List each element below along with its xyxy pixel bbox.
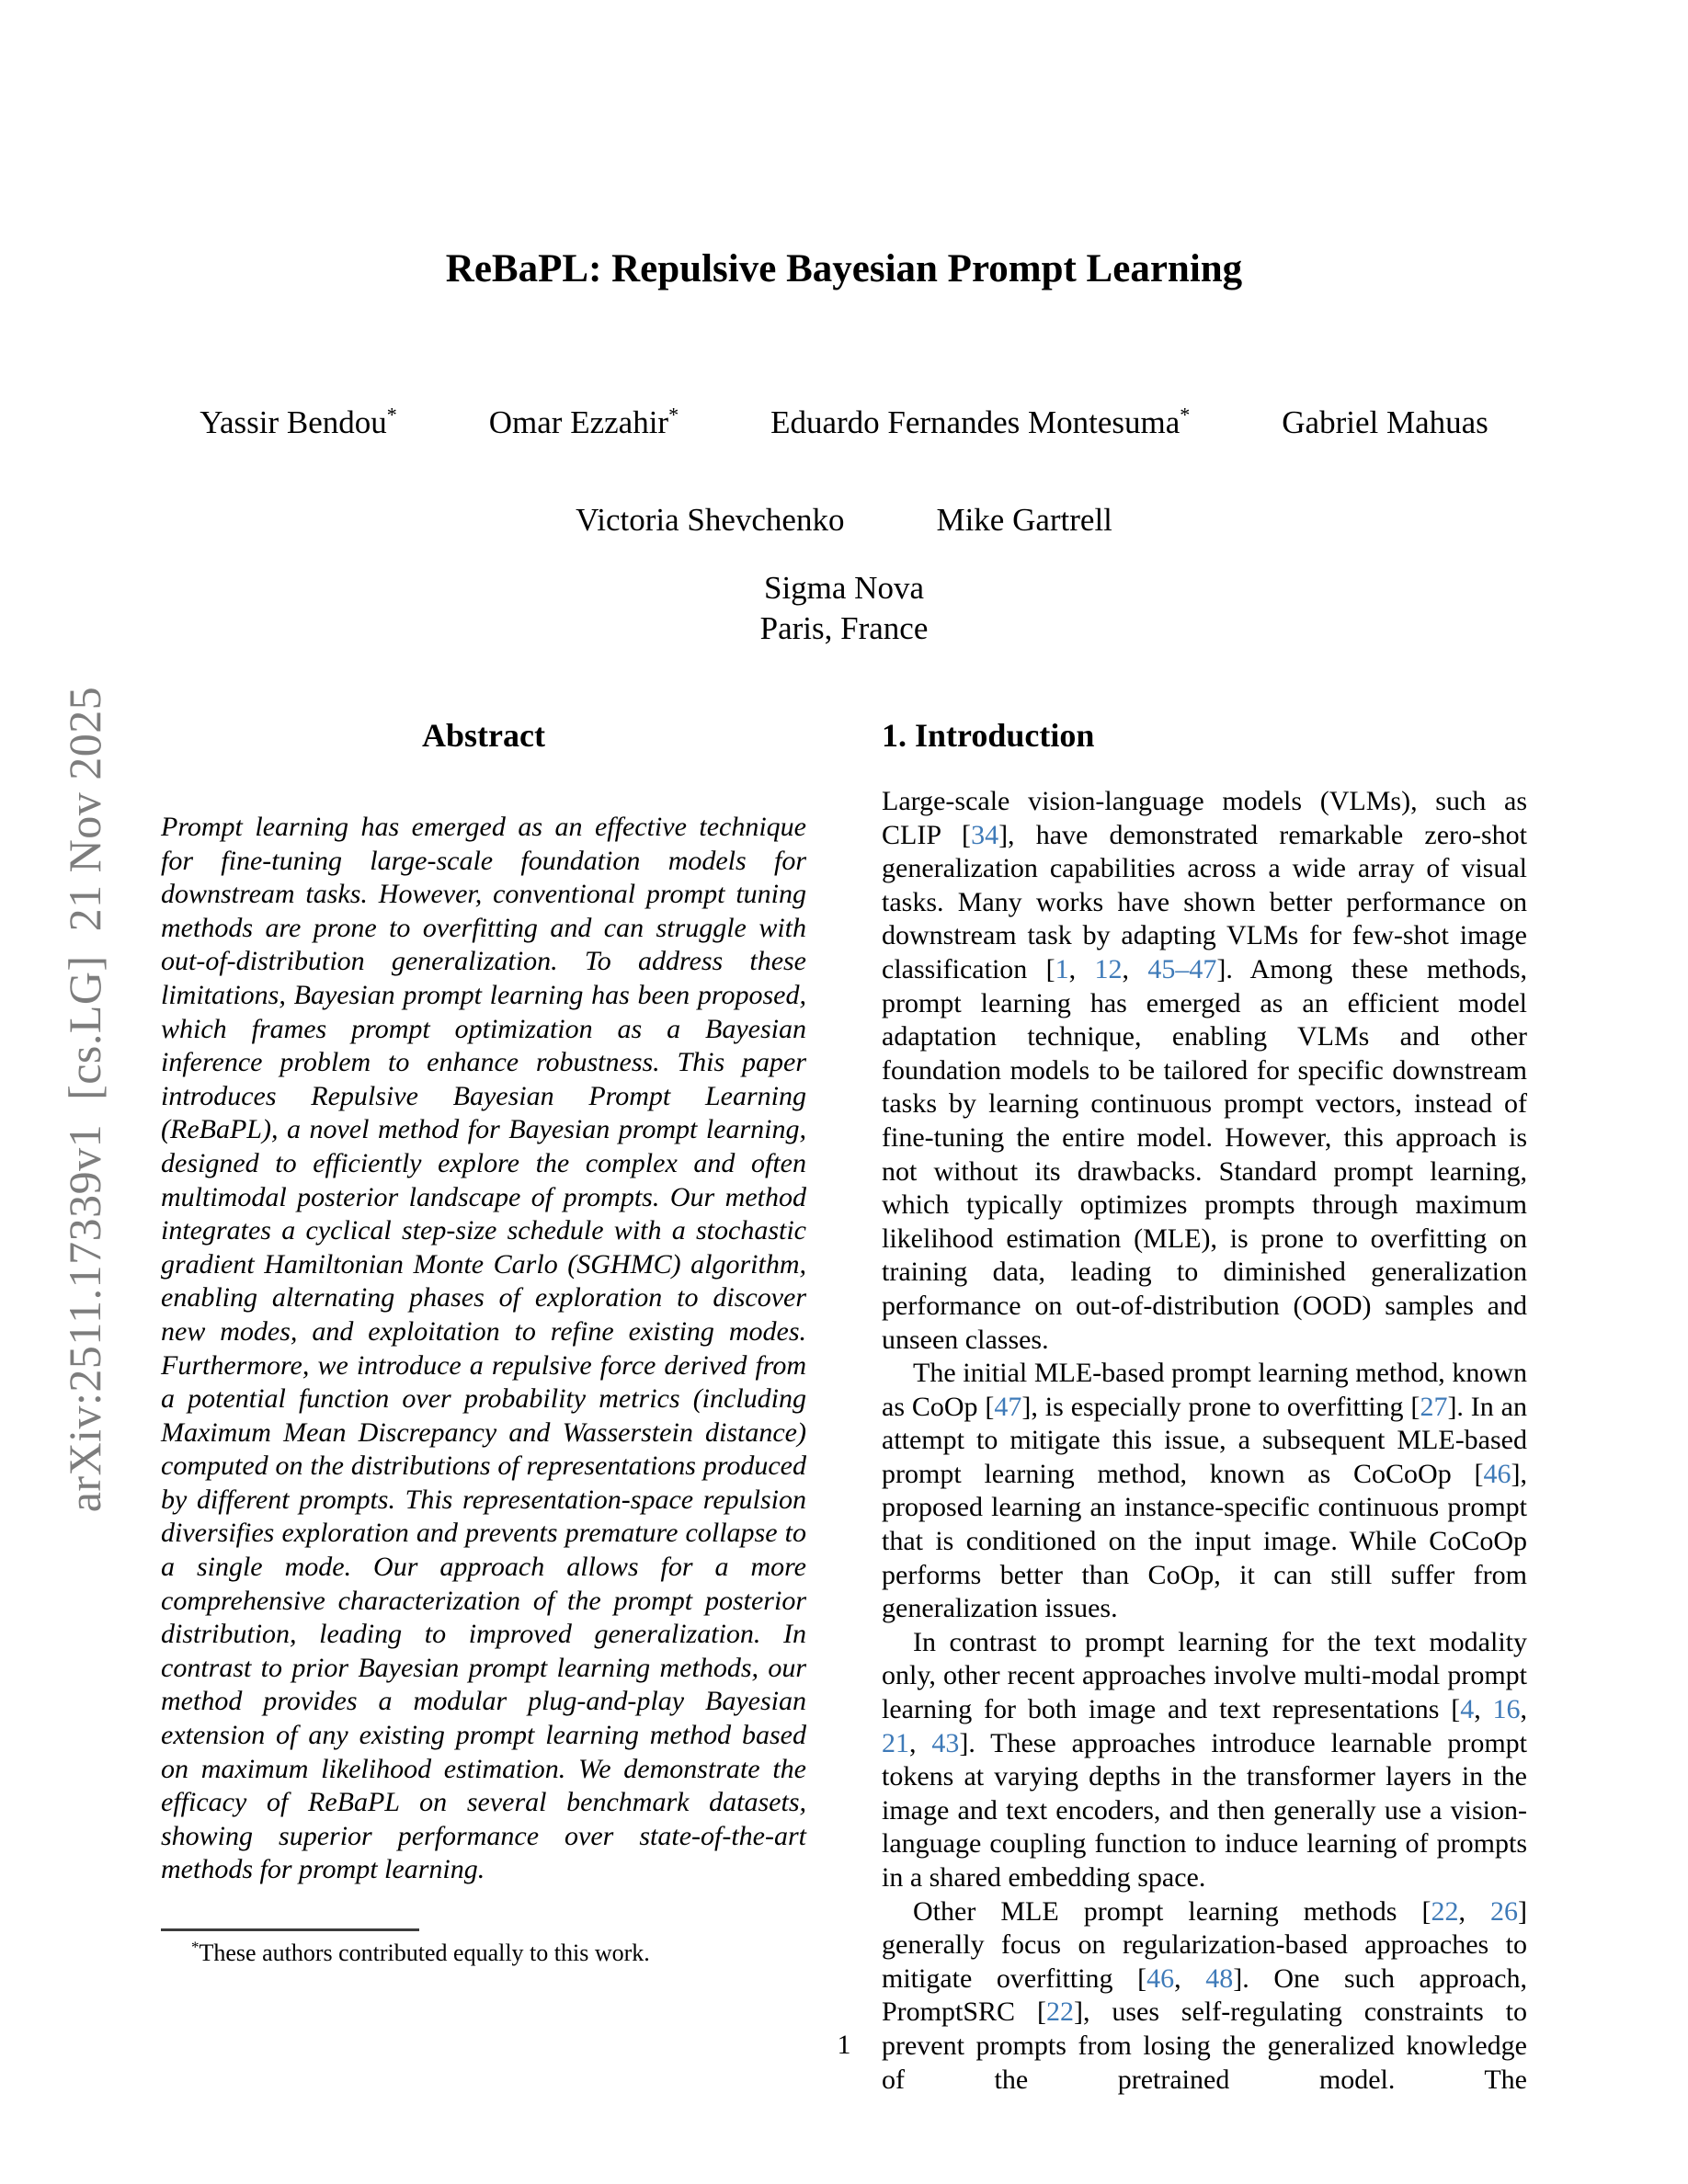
intro-paragraph-2: [882, 1357, 1527, 1626]
text-run: ]. Among these methods, prompt learning has emerged as an efficient model adaptation technique, enabling VLMs and other foundation models to be tailored for specific downstream tasks by learning continuous prompt vectors, instead of fine-tuning the entire model. However, this approach is not without its drawbacks. Standard prompt learning, which typically optimizes prompts through maximum likelihood estimation (MLE), is prone to overfitting on training data, leading to diminished generalization performance on out-of-distribution (OOD) samples and unseen classes.: [882, 953, 1528, 1355]
citation-ref[interactable]: 22: [1431, 1895, 1459, 1927]
text-run: ,: [1458, 1895, 1491, 1927]
citation-ref[interactable]: 12: [1094, 953, 1123, 984]
text-run: ], uses self-regulating constraints to prevent prompts from losing the generalized knowledge of the pretrained model. The: [882, 1996, 1527, 2095]
citation-ref[interactable]: 27: [1420, 1391, 1448, 1422]
citation-ref[interactable]: 46: [1483, 1458, 1511, 1489]
footnote-text: [161, 1939, 806, 1969]
author-name: [770, 404, 1190, 441]
affiliation-org: Sigma Nova: [763, 570, 924, 606]
text-run: The initial MLE-based prompt learning method, known as CoOp [: [882, 1358, 1527, 1422]
text-run: Other MLE prompt learning methods [: [913, 1895, 1431, 1927]
author-name-text: Eduardo Fernandes Montesuma: [770, 404, 1180, 440]
author-name: [1282, 404, 1488, 441]
text-run: ,: [909, 1727, 932, 1758]
text-run: ], is especially prone to overfitting [: [1021, 1391, 1420, 1422]
text-run: ], have demonstrated remarkable zero-shot generalization capabilities across a wide array of visual tasks. Many works have shown better performance on downstream task by adapting VLMs for few-shot image classification [: [882, 819, 1527, 984]
paper-title: ReBaPL: Repulsive Bayesian Prompt Learning: [445, 247, 1243, 290]
citation-ref[interactable]: 47: [994, 1391, 1022, 1422]
text-run: ]. In an attempt to mitigate this issue, a subsequent MLE-based prompt learning method, known as CoCoOp [: [882, 1391, 1527, 1489]
page-number: 1: [837, 2030, 851, 2060]
citation-ref[interactable]: 22: [1045, 1996, 1074, 2028]
text-run: ,: [1520, 1694, 1528, 1725]
author-name-text: Yassir Bendou: [200, 404, 387, 440]
authors-row-2: [0, 502, 1688, 539]
intro-paragraph-3: [882, 1626, 1527, 1895]
author-name-text: Mike Gartrell: [936, 502, 1112, 538]
author-name-text: Victoria Shevchenko: [576, 502, 845, 538]
author-mark: *: [386, 403, 397, 427]
citation-ref[interactable]: 34: [971, 819, 999, 850]
abstract-text: Prompt learning has emerged as an effective technique for fine-tuning large-scale foundation models for downstream tasks. However, conventional prompt tuning methods are prone to overfitting and can struggle with out-of-distribution generalization. To address these limitations, Bayesian prompt learning has been proposed, which frames prompt optimization as a Bayesian inference problem to enhance robustness. This paper introduces Repulsive Bayesian Prompt Learning (ReBaPL), a novel method for Bayesian prompt learning, designed to efficiently explore the complex and often multimodal posterior landscape of prompts. Our method integrates a cyclical step-size schedule with a stochastic gradient Hamiltonian Monte Carlo (SGHMC) algorithm, enabling alternating phases of exploration to discover new modes, and exploitation to refine existing modes. Furthermore, we introduce a repulsive force derived from a potential function over probability metrics (including Maximum Mean Discrepancy and Wasserstein distance) computed on the distributions of representations produced by different prompts. This representation-space repulsion diversifies exploration and prevents premature collapse to a single mode. Our approach allows for a more comprehensive characterization of the prompt posterior distribution, leading to improved generalization. In contrast to prior Bayesian prompt learning methods, our method provides a modular plug-and-play Bayesian extension of any existing prompt learning method based on maximum likelihood estimation. We demonstrate the efficacy of ReBaPL on several benchmark datasets, showing superior performance over state-of-the-art methods for prompt learning.: [161, 812, 806, 1885]
text-run: ,: [1122, 953, 1148, 984]
citation-ref[interactable]: 45–47: [1147, 953, 1217, 984]
author-name: [200, 404, 397, 441]
author-name: [576, 502, 844, 539]
citation-ref[interactable]: 26: [1490, 1895, 1519, 1927]
footnote-text-body: These authors contributed equally to this work.: [199, 1939, 650, 1966]
arxiv-watermark: arXiv:2511.17339v1 [cs.LG] 21 Nov 2025: [59, 686, 110, 1513]
citation-ref[interactable]: 21: [882, 1727, 909, 1758]
footnote-block: [161, 1928, 806, 1969]
footnote-marker: *: [191, 1938, 200, 1956]
introduction-heading: 1. Introduction: [882, 717, 1095, 754]
citation-ref[interactable]: 46: [1146, 1962, 1175, 1994]
text-run: ,: [1068, 953, 1095, 984]
citation-ref[interactable]: 43: [931, 1727, 960, 1758]
citation-ref[interactable]: 16: [1492, 1694, 1521, 1725]
author-name: [489, 404, 679, 441]
affiliation-city: Paris, France: [759, 610, 929, 646]
text-run: Large-scale vision-language models (VLMs), such as CLIP [: [882, 786, 1527, 850]
abstract-section: [161, 715, 806, 1887]
abstract-heading: Abstract: [422, 717, 545, 754]
text-run: ]. These approaches introduce learnable prompt tokens at varying depths in the transformer layers in the image and text encoders, and then generally use a vision-language coupling function to induce learning of prompts in a shared embedding space.: [882, 1727, 1527, 1893]
citation-ref[interactable]: 48: [1205, 1962, 1234, 1994]
author-mark: *: [1180, 403, 1191, 427]
authors-row-1: [0, 404, 1688, 441]
text-run: ,: [1474, 1694, 1493, 1725]
footnote-rule: [161, 1928, 419, 1931]
text-run: ]. One such approach, PromptSRC [: [882, 1962, 1527, 2028]
author-name-text: Omar Ezzahir: [488, 404, 669, 440]
citation-ref[interactable]: 4: [1460, 1694, 1475, 1725]
citation-ref[interactable]: 1: [1055, 953, 1069, 984]
author-name-text: Gabriel Mahuas: [1282, 404, 1488, 440]
text-run: ], proposed learning an instance-specific continuous prompt that is conditioned on the input image. While CoCoOp performs better than CoOp, it can still suffer from generalization issues.: [882, 1458, 1527, 1624]
intro-paragraph-1: [882, 785, 1527, 1357]
text-run: ,: [1174, 1962, 1206, 1994]
intro-paragraph-4: [882, 1895, 1527, 2098]
author-mark: *: [668, 403, 679, 427]
author-name: [936, 502, 1112, 539]
text-run: ] generally focus on regularization-based approaches to mitigate overfitting [: [882, 1895, 1528, 1994]
introduction-section: [882, 715, 1527, 2097]
text-run: In contrast to prompt learning for the text modality only, other recent approaches involve multi-modal prompt learning for both image and text representations [: [882, 1626, 1527, 1725]
